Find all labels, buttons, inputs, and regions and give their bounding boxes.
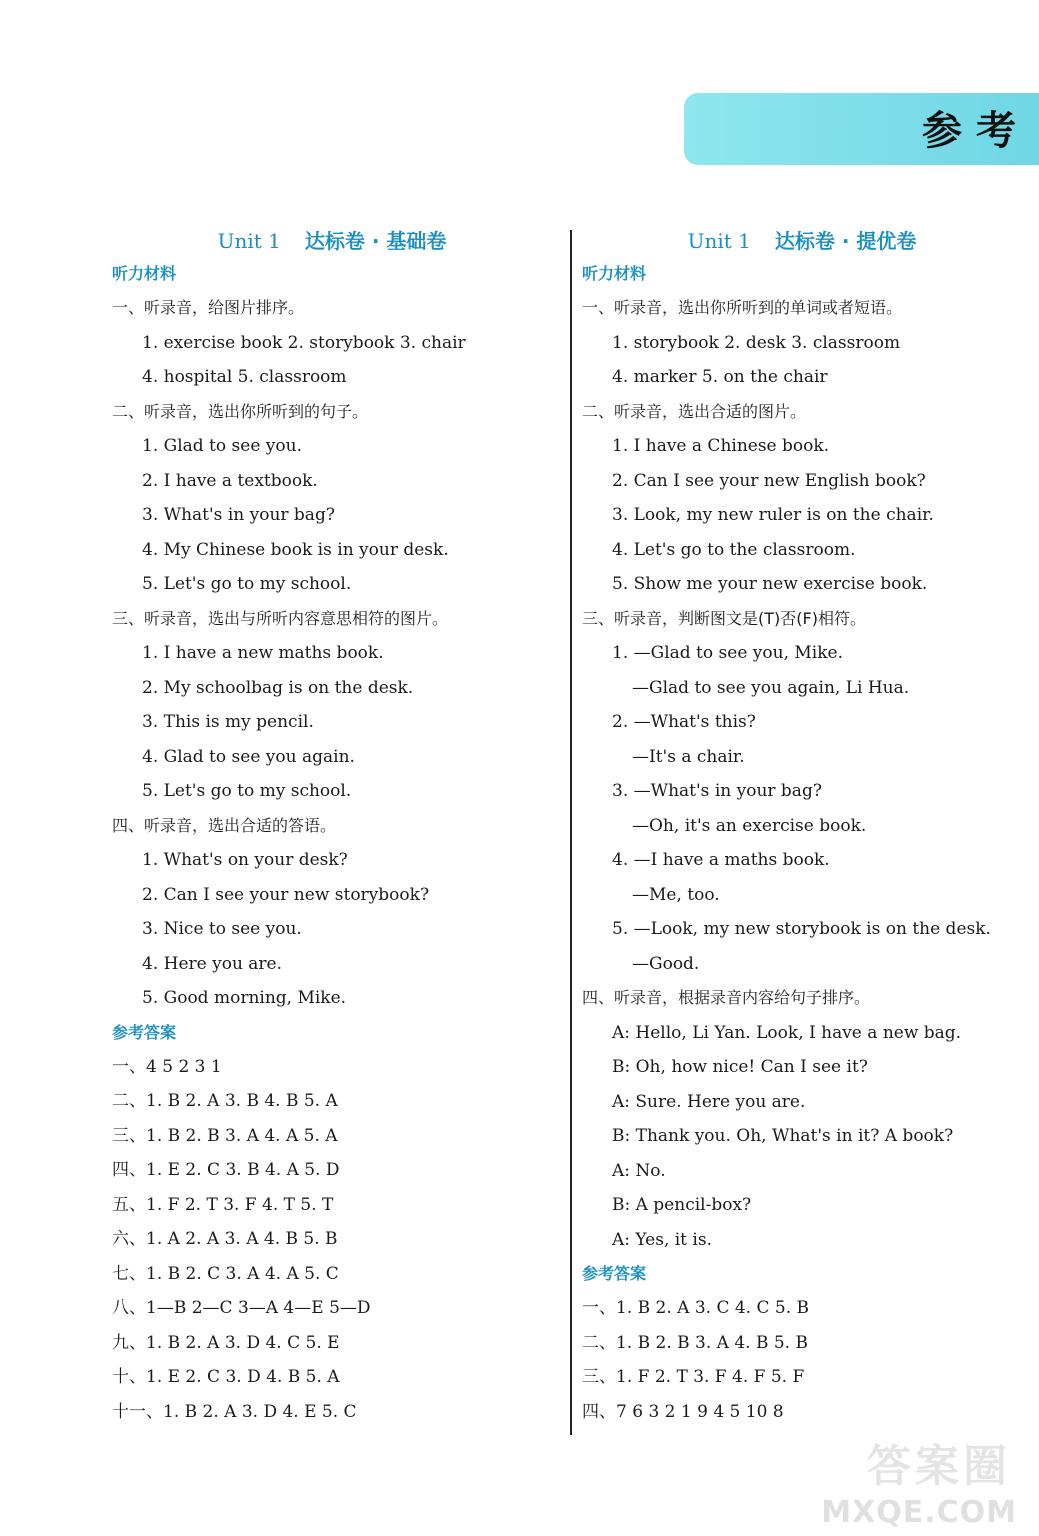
listening-item: 4. hospital 5. classroom <box>142 367 347 387</box>
listening-item: 2. Can I see your new storybook? <box>142 884 430 905</box>
answer-line: 一、1. B 2. A 3. C 4. C 5. B <box>582 1298 810 1318</box>
dialogue-reply: —Oh, it's an exercise book. <box>632 815 867 836</box>
listening-item: 5. Show me your new exercise book. <box>612 574 928 594</box>
listening-item: 3. Nice to see you. <box>142 919 302 939</box>
answer-line: 二、1. B 2. B 3. A 4. B 5. B <box>582 1332 808 1353</box>
listening-item: 1. exercise book 2. storybook 3. chair <box>142 332 466 353</box>
dialogue-reply: —Me, too. <box>632 884 720 905</box>
right-column <box>582 225 1022 1429</box>
listening-item: 4. marker 5. on the chair <box>612 367 828 387</box>
answer-line: 二、1. B 2. A 3. B 4. B 5. A <box>112 1091 338 1111</box>
dialogue-reply: —Good. <box>632 953 700 974</box>
answer-line: 七、1. B 2. C 3. A 4. A 5. C <box>112 1263 339 1284</box>
right-answer-lines <box>582 1291 1022 1429</box>
header-tab <box>684 93 1039 165</box>
listening-item: 3. What's in your bag? <box>142 505 335 525</box>
right-listening-lines <box>582 291 1022 1257</box>
question-heading: 二、听录音，选出合适的图片。 <box>582 401 807 421</box>
listening-item: 1. storybook 2. desk 3. classroom <box>612 332 901 353</box>
answer-line: 三、1. F 2. T 3. F 4. F 5. F <box>582 1367 805 1387</box>
listening-item: B: A pencil-box? <box>612 1195 752 1215</box>
left-test-title: 达标卷 · 基础卷 <box>304 229 447 253</box>
answer-line: 六、1. A 2. A 3. A 4. B 5. B <box>112 1229 338 1249</box>
right-test-title: 达标卷 · 提优卷 <box>774 229 917 253</box>
watermark-url: MXQE.COM <box>821 1495 1017 1530</box>
listening-item: 2. I have a textbook. <box>142 470 318 491</box>
listening-item: 1. —Glad to see you, Mike. <box>612 643 843 663</box>
listening-item: 4. Glad to see you again. <box>142 746 355 767</box>
watermark <box>821 1440 1027 1530</box>
listening-item: 5. —Look, my new storybook is on the desk. <box>612 919 991 939</box>
listening-item: A: No. <box>612 1160 666 1181</box>
answer-line: 三、1. B 2. B 3. A 4. A 5. A <box>112 1125 338 1146</box>
listening-item: B: Thank you. Oh, What's in it? A book? <box>612 1126 954 1146</box>
right-unit-label: Unit 1 <box>687 229 751 253</box>
dialogue-reply: —It's a chair. <box>632 746 745 767</box>
answer-line: 十一、1. B 2. A 3. D 4. E 5. C <box>112 1401 357 1422</box>
listening-item: 2. Can I see your new English book? <box>612 470 926 491</box>
left-answer-lines <box>112 1050 552 1430</box>
listening-item: A: Yes, it is. <box>612 1229 712 1250</box>
question-heading: 三、听录音，判断图文是(T)否(F)相符。 <box>582 608 866 628</box>
listening-item: 2. My schoolbag is on the desk. <box>142 677 414 698</box>
question-heading: 二、听录音，选出你所听到的句子。 <box>112 401 369 421</box>
question-heading: 四、听录音，选出合适的答语。 <box>112 815 337 835</box>
listening-item: A: Hello, Li Yan. Look, I have a new bag. <box>612 1022 962 1043</box>
question-heading: 四、听录音，根据录音内容给句子排序。 <box>582 988 871 1007</box>
question-heading: 三、听录音，选出与所听内容意思相符的图片。 <box>112 608 449 628</box>
listening-item: 1. Glad to see you. <box>142 436 302 456</box>
answer-line: 八、1—B 2—C 3—A 4—E 5—D <box>112 1298 371 1318</box>
listening-item: 5. Good morning, Mike. <box>142 988 347 1008</box>
listening-item: 5. Let's go to my school. <box>142 574 352 594</box>
answer-line: 五、1. F 2. T 3. F 4. T 5. T <box>112 1194 334 1215</box>
listening-item: 3. Look, my new ruler is on the chair. <box>612 505 934 525</box>
right-unit-title <box>582 225 1022 257</box>
listening-item: 1. I have a Chinese book. <box>612 436 830 456</box>
listening-item: 4. Here you are. <box>142 953 283 974</box>
listening-item: 4. My Chinese book is in your desk. <box>142 539 449 560</box>
watermark-logo-text: 答案圈 <box>867 1441 1011 1492</box>
listening-item: 3. This is my pencil. <box>142 712 314 732</box>
left-column <box>112 225 552 1429</box>
question-heading: 一、听录音，给图片排序。 <box>112 298 305 317</box>
listening-item: B: Oh, how nice! Can I see it? <box>612 1057 868 1077</box>
listening-item: 4. —I have a maths book. <box>612 850 830 870</box>
answer-line: 十、1. E 2. C 3. D 4. B 5. A <box>112 1367 340 1387</box>
question-heading: 一、听录音，选出你所听到的单词或者短语。 <box>582 298 903 317</box>
answer-line: 四、1. E 2. C 3. B 4. A 5. D <box>112 1160 340 1180</box>
listening-item: 4. Let's go to the classroom. <box>612 539 856 560</box>
column-divider <box>570 230 572 1435</box>
left-unit-title <box>112 225 552 257</box>
left-listening-label: 听力材料 <box>112 264 177 283</box>
listening-item: 5. Let's go to my school. <box>142 781 352 801</box>
listening-item: 2. —What's this? <box>612 712 756 732</box>
listening-item: A: Sure. Here you are. <box>612 1091 806 1112</box>
left-listening-lines <box>112 291 552 1016</box>
listening-item: 3. —What's in your bag? <box>612 781 822 801</box>
dialogue-reply: —Glad to see you again, Li Hua. <box>632 677 910 698</box>
header-title: 参考 <box>922 108 1030 154</box>
left-unit-label: Unit 1 <box>217 229 281 253</box>
right-listening-label: 听力材料 <box>582 264 647 283</box>
right-answers-label: 参考答案 <box>582 1264 647 1283</box>
answer-line: 九、1. B 2. A 3. D 4. C 5. E <box>112 1332 340 1353</box>
answer-line: 四、7 6 3 2 1 9 4 5 10 8 <box>582 1401 784 1422</box>
listening-item: 1. What's on your desk? <box>142 850 348 870</box>
answer-line: 一、4 5 2 3 1 <box>112 1056 222 1077</box>
left-answers-label: 参考答案 <box>112 1022 177 1042</box>
listening-item: 1. I have a new maths book. <box>142 643 384 663</box>
